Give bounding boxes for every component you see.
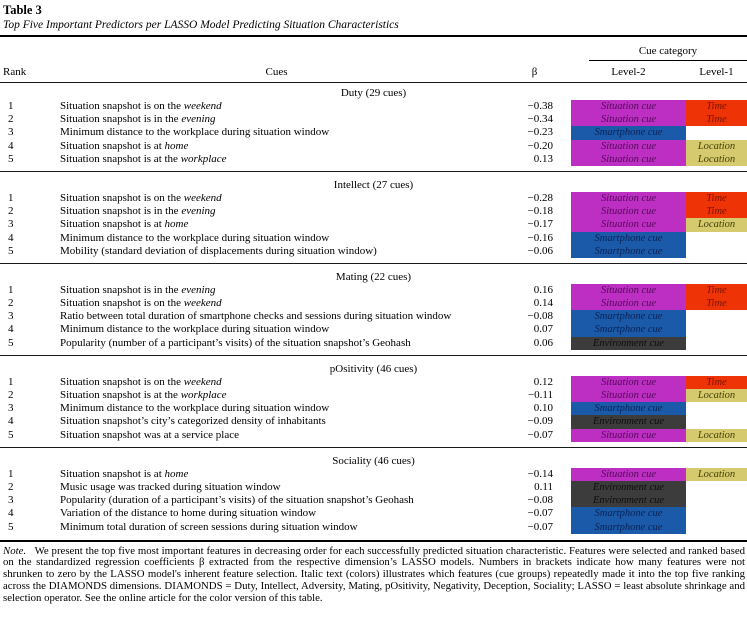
beta-cell: 0.07 [533,323,553,336]
level2-cell: Situation cue [571,284,686,297]
table-row [0,337,747,350]
rank-cell: 1 [8,191,14,204]
table-row [0,389,747,402]
level1-cell: Location [686,218,747,231]
rank-cell: 1 [8,100,14,112]
table-row [0,507,747,520]
cue-cell: Music usage was tracked during situation window [60,480,281,493]
cue-cell: Situation snapshot is at the workplace [60,389,227,401]
rank-cell: 5 [8,336,14,349]
table-row [0,245,747,258]
level2-cell: Situation cue [571,192,686,205]
table-title: Top Five Important Predictors per LASSO Model Predicting Situation Characteristics [3,19,399,31]
level1-cell: Time [686,376,747,389]
beta-cell: −0.08 [527,494,553,507]
col-header-beta: β [531,66,538,78]
table-row [0,494,747,507]
level2-cell: Situation cue [571,140,686,153]
section-title: Sociality (46 cues) [332,454,415,467]
beta-cell: −0.17 [527,218,553,231]
level1-cell: Time [686,100,747,113]
rank-cell: 2 [8,113,14,126]
cue-cell: Minimum distance to the workplace during situation window [60,402,330,415]
level1-cell [686,310,747,323]
table-row [0,100,747,113]
beta-cell: 0.11 [534,480,553,493]
rank-cell: 4 [8,507,14,520]
level2-cell: Smartphone cue [571,310,686,323]
level1-cell [686,415,747,428]
table-row [0,297,747,310]
level2-cell: Situation cue [571,100,686,113]
beta-cell: −0.11 [527,389,553,401]
beta-cell: 0.12 [533,375,553,388]
rank-cell: 5 [8,428,14,441]
level1-cell: Time [686,297,747,310]
table-row [0,415,747,428]
cue-cell: Minimum distance to the workplace during situation window [60,231,330,244]
cue-cell: Situation snapshot is in the evening [60,283,216,296]
level1-cell [686,323,747,336]
level2-cell: Smartphone cue [571,245,686,258]
cue-cell: Situation snapshot is on the weekend [60,375,222,388]
rank-cell: 3 [8,494,14,507]
level1-cell [686,402,747,415]
level2-cell: Environment cue [571,415,686,428]
col-header-level2: Level-2 [611,66,646,78]
level2-cell: Smartphone cue [571,126,686,139]
cue-cell: Variation of the distance to home during situation window [60,507,317,520]
beta-cell: −0.07 [527,507,553,520]
table-row [0,232,747,245]
level1-cell [686,494,747,507]
table-section [0,455,747,534]
level2-cell: Situation cue [571,389,686,402]
rank-cell: 4 [8,139,14,152]
section-gap [0,356,747,363]
table-row [0,310,747,323]
table-label: Table 3 [3,3,42,17]
beta-cell: −0.20 [527,139,553,152]
table-row [0,218,747,231]
cue-cell: Situation snapshot was at a service place [60,428,240,441]
beta-cell: −0.23 [527,126,553,139]
level2-cell: Situation cue [571,429,686,442]
table-section [0,87,747,166]
cue-cell: Situation snapshot is on the weekend [60,297,222,310]
cue-cell: Popularity (number of a participant’s visits) of the situation snapshot’s Geohash [60,336,411,349]
level2-cell: Smartphone cue [571,402,686,415]
cue-cell: Situation snapshot’s city’s categorized density of inhabitants [60,415,326,428]
level1-cell [686,232,747,245]
table-section [0,271,747,350]
table-row [0,205,747,218]
level1-cell: Time [686,192,747,205]
level2-cell: Environment cue [571,337,686,350]
note-label: Note. [3,544,27,557]
rank-cell: 5 [8,152,14,165]
table-row [0,376,747,389]
beta-cell: 0.13 [533,152,553,165]
cue-cell: Situation snapshot is at home [60,139,189,152]
cue-cell: Situation snapshot is at home [60,218,189,231]
cue-category-spanner: Cue category [589,43,747,61]
section-title: pOsitivity (46 cues) [329,362,418,375]
beta-cell: −0.06 [527,244,553,257]
rank-cell: 2 [8,205,14,218]
table-row [0,126,747,139]
cue-cell: Situation snapshot is on the weekend [60,100,222,112]
rank-cell: 2 [8,297,14,310]
level1-cell [686,521,747,534]
level1-cell: Time [686,113,747,126]
level2-cell: Situation cue [571,113,686,126]
rank-cell: 5 [8,244,14,257]
rank-cell: 3 [8,402,14,415]
beta-cell: −0.07 [527,520,553,533]
level1-cell: Time [686,284,747,297]
rank-cell: 3 [8,126,14,139]
col-header-cues: Cues [265,66,288,78]
level2-cell: Situation cue [571,468,686,481]
table-row [0,429,747,442]
level1-cell: Location [686,153,747,166]
table-note [0,542,747,605]
cue-cell: Minimum distance to the workplace during situation window [60,323,330,336]
level2-cell: Environment cue [571,481,686,494]
level1-cell: Location [686,429,747,442]
level1-cell [686,507,747,520]
table-row [0,113,747,126]
cue-cell: Minimum total duration of screen sessions during situation window [60,520,358,533]
level1-cell: Location [686,389,747,402]
cue-cell: Popularity (duration of a participant’s visits) of the situation snapshot’s Geohash [60,494,414,507]
level2-cell: Situation cue [571,297,686,310]
table-row [0,153,747,166]
cue-cell: Situation snapshot is in the evening [60,113,216,126]
table-row [0,140,747,153]
level1-cell: Location [686,140,747,153]
level2-cell: Situation cue [571,376,686,389]
level2-cell: Situation cue [571,153,686,166]
beta-cell: 0.10 [533,402,553,415]
table-section [0,179,747,258]
section-gap [0,448,747,455]
beta-cell: −0.28 [527,191,553,204]
rank-cell: 1 [8,375,14,388]
level1-cell [686,481,747,494]
beta-cell: −0.18 [527,205,553,218]
level2-cell: Smartphone cue [571,232,686,245]
section-title: Intellect (27 cues) [333,178,414,191]
cue-cell: Minimum distance to the workplace during situation window [60,126,330,139]
cue-cell: Situation snapshot is at home [60,467,189,480]
cue-cell: Ratio between total duration of smartphone checks and sessions during situation window [60,310,452,323]
rank-cell: 2 [8,389,14,401]
beta-cell: −0.38 [527,100,553,112]
rank-cell: 2 [8,480,14,493]
level1-cell [686,337,747,350]
rank-cell: 4 [8,323,14,336]
level1-cell [686,245,747,258]
table-row [0,468,747,481]
table-row [0,192,747,205]
beta-cell: −0.14 [527,467,553,480]
section-gap [0,172,747,179]
cue-cell: Situation snapshot is on the weekend [60,191,222,204]
beta-cell: −0.08 [527,310,553,323]
beta-cell: 0.14 [533,297,553,310]
level1-cell: Time [686,205,747,218]
section-title: Duty (29 cues) [340,87,407,99]
beta-cell: 0.16 [533,283,553,296]
level2-cell: Smartphone cue [571,323,686,336]
table-row [0,521,747,534]
beta-cell: −0.09 [527,415,553,428]
table-row [0,402,747,415]
table-section [0,363,747,442]
beta-cell: −0.34 [527,113,553,126]
rank-cell: 3 [8,310,14,323]
note-text: We present the top five most important features in decreasing order for each successfully predicted situation characteristic. Features were selected and ranked based on the standardized regression coefficients β extracted from the respective dimension’s LASSO models. Numbers in brackets indicate how many features were not shrunken to zero by the LASSO model's inherent feature selection. Italic text (colors) illustrates which features (cue groups) repeatedly made it into the top five ranking across the DIAMONDS dimensions. DIAMONDS = Duty, Intellect, Adversity, Mating, pOsitivity, Negativity, Deception, Sociality; LASSO = least absolute shrinkage and selection operator. See the online article for the color version of this table. [3,544,746,604]
cue-cell: Situation snapshot is in the evening [60,205,216,218]
section-title: Mating (22 cues) [335,270,412,283]
table-sections [0,87,747,534]
rank-cell: 4 [8,415,14,428]
beta-cell: −0.16 [527,231,553,244]
table-row [0,481,747,494]
level2-cell: Environment cue [571,494,686,507]
column-header-row [0,61,747,82]
beta-cell: 0.06 [533,336,553,349]
level2-cell: Situation cue [571,218,686,231]
cue-cell: Mobility (standard deviation of displacements during situation window) [60,244,377,257]
level1-cell [686,126,747,139]
col-header-rank: Rank [3,66,27,78]
cue-cell: Situation snapshot is at the workplace [60,152,227,165]
header-upper-row [0,37,747,61]
beta-cell: −0.07 [527,428,553,441]
rank-cell: 4 [8,231,14,244]
table-row [0,284,747,297]
section-gap [0,264,747,271]
rank-cell: 3 [8,218,14,231]
rank-cell: 5 [8,520,14,533]
level1-cell: Location [686,468,747,481]
rank-cell: 1 [8,467,14,480]
table-row [0,323,747,336]
level2-cell: Situation cue [571,205,686,218]
col-header-level1: Level-1 [699,66,734,78]
level2-cell: Smartphone cue [571,521,686,534]
rank-cell: 1 [8,283,14,296]
level2-cell: Smartphone cue [571,507,686,520]
